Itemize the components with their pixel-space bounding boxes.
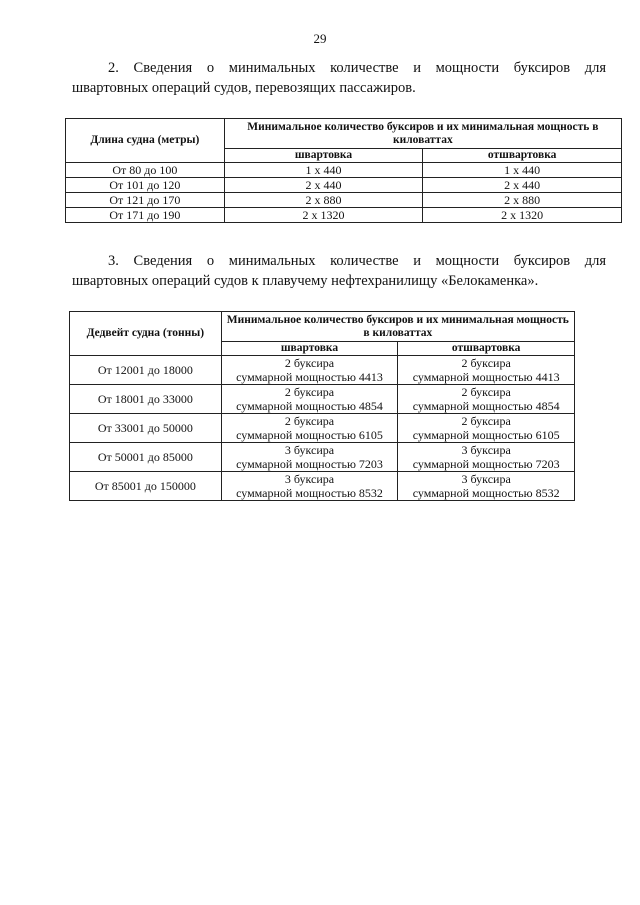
tug-requirements-group-header: Минимальное количество буксиров и их минимальная мощность в киловаттах <box>224 119 621 149</box>
mooring-cell: 2 х 440 <box>224 178 423 193</box>
total-power: суммарной мощностью 6105 <box>412 428 560 442</box>
deadweight-cell: От 12001 до 18000 <box>70 356 222 385</box>
tug-count: 2 буксира <box>284 414 335 428</box>
length-cell: От 121 до 170 <box>66 193 225 208</box>
deadweight-column-header: Дедвейт судна (тонны) <box>70 312 222 356</box>
tug-count: 3 буксира <box>461 443 511 457</box>
tug-count: 2 буксира <box>284 385 335 399</box>
mooring-cell <box>221 414 398 443</box>
length-cell: От 80 до 100 <box>66 163 225 178</box>
unmooring-cell <box>398 472 575 501</box>
page-number: 29 <box>313 31 327 46</box>
unmooring-column-header: отшвартовка <box>398 342 575 356</box>
length-column-header: Длина судна (метры) <box>66 119 225 163</box>
section-3-paragraph <box>72 251 606 291</box>
deadweight-cell: От 50001 до 85000 <box>70 443 222 472</box>
mooring-cell <box>221 443 398 472</box>
total-power: суммарной мощностью 7203 <box>236 457 383 471</box>
deadweight-cell: От 85001 до 150000 <box>70 472 222 501</box>
mooring-cell <box>221 356 398 385</box>
tug-count: 2 буксира <box>461 414 511 428</box>
table-row <box>66 163 622 178</box>
section-2-line-1: 2. Сведения о минимальных количестве и мощности буксиров для <box>108 60 606 76</box>
table-row <box>70 356 575 385</box>
section-3-line-1: 3. Сведения о минимальных количестве и мощности буксиров для <box>108 253 606 269</box>
tug-count: 2 буксира <box>461 385 511 399</box>
total-power: суммарной мощностью 4413 <box>412 370 560 384</box>
deadweight-cell: От 33001 до 50000 <box>70 414 222 443</box>
mooring-cell <box>221 472 398 501</box>
unmooring-cell <box>398 385 575 414</box>
table-row <box>70 443 575 472</box>
length-cell: От 171 до 190 <box>66 208 225 223</box>
unmooring-column-header: отшвартовка <box>423 149 622 163</box>
total-power: суммарной мощностью 4854 <box>236 399 383 413</box>
unmooring-cell: 2 х 880 <box>423 193 622 208</box>
total-power: суммарной мощностью 8532 <box>412 486 560 500</box>
table-row <box>70 414 575 443</box>
table-row <box>70 385 575 414</box>
unmooring-cell <box>398 443 575 472</box>
total-power: суммарной мощностью 7203 <box>412 457 560 471</box>
tug-count: 3 буксира <box>461 472 511 486</box>
unmooring-cell: 2 х 440 <box>423 178 622 193</box>
tug-count: 2 буксира <box>461 356 511 370</box>
section-3-line-2: швартовных операций судов к плавучему нефтехранилищу «Белокаменка». <box>72 273 539 289</box>
mooring-cell: 2 х 880 <box>224 193 423 208</box>
section-2-paragraph <box>72 58 606 98</box>
tug-count: 3 буксира <box>284 443 335 457</box>
mooring-column-header: швартовка <box>224 149 423 163</box>
total-power: суммарной мощностью 4413 <box>236 370 383 384</box>
table-row <box>66 178 622 193</box>
table-row <box>66 193 622 208</box>
passenger-vessel-tug-table <box>65 118 622 223</box>
table-row <box>70 472 575 501</box>
tug-count: 2 буксира <box>284 356 335 370</box>
tug-count: 3 буксира <box>284 472 335 486</box>
length-cell: От 101 до 120 <box>66 178 225 193</box>
tanker-vessel-tug-table <box>69 311 575 501</box>
table-row <box>66 208 622 223</box>
total-power: суммарной мощностью 4854 <box>412 399 560 413</box>
section-2-line-2: швартовных операций судов, перевозящих пассажиров. <box>72 80 416 96</box>
total-power: суммарной мощностью 8532 <box>236 486 383 500</box>
unmooring-cell: 1 х 440 <box>423 163 622 178</box>
mooring-cell <box>221 385 398 414</box>
unmooring-cell <box>398 356 575 385</box>
mooring-column-header: швартовка <box>221 342 398 356</box>
mooring-cell: 2 х 1320 <box>224 208 423 223</box>
mooring-cell: 1 х 440 <box>224 163 423 178</box>
total-power: суммарной мощностью 6105 <box>236 428 383 442</box>
deadweight-cell: От 18001 до 33000 <box>70 385 222 414</box>
unmooring-cell: 2 х 1320 <box>423 208 622 223</box>
tug-requirements-group-header: Минимальное количество буксиров и их минимальная мощность в киловаттах <box>221 312 574 342</box>
unmooring-cell <box>398 414 575 443</box>
